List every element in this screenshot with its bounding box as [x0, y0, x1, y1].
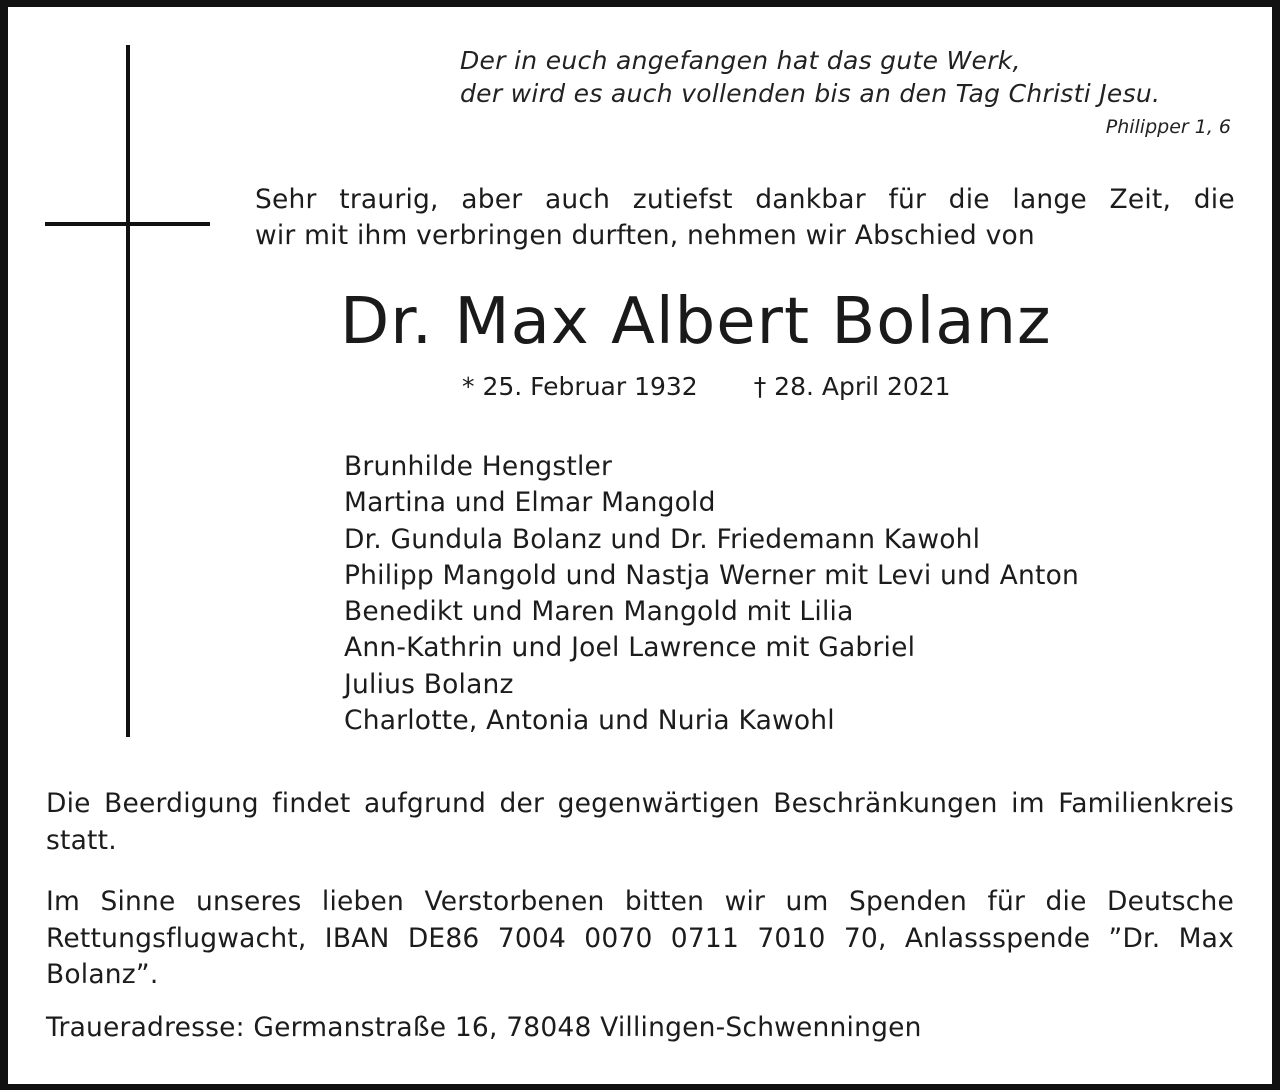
intro-word: auch	[544, 184, 611, 215]
mourner-entry: Benedikt und Maren Mangold mit Lilia	[344, 596, 854, 628]
intro-line	[255, 182, 1235, 218]
deceased-name: Dr. Max Albert Bolanz	[340, 285, 1052, 359]
life-dates	[462, 369, 951, 405]
mourner-entry: Brunhilde Hengstler	[344, 451, 613, 482]
intro-line: wir mit ihm verbringen durften, nehmen wir Abschied von	[255, 220, 1035, 251]
mourner-entry: Charlotte, Antonia und Nuria Kawohl	[344, 705, 835, 737]
bible-quote-line: der wird es auch vollenden bis an den Tag Christi Jesu.	[460, 79, 1161, 108]
intro-word: traurig,	[339, 184, 439, 215]
intro-word: Sehr	[255, 184, 317, 215]
intro-word: die	[1193, 184, 1235, 215]
intro-word: lange	[1012, 184, 1087, 215]
mourner-entry: Julius Bolanz	[344, 668, 514, 700]
intro-word: zutiefst	[632, 184, 733, 215]
mourner-entry: Dr. Gundula Bolanz und Dr. Friedemann Kawohl	[344, 523, 981, 555]
intro-word: Zeit,	[1109, 184, 1172, 215]
mourner-list	[344, 449, 1079, 739]
bible-quote-source: Philipper 1, 6	[1105, 116, 1231, 138]
intro-word: für	[888, 184, 927, 215]
cross-icon-vertical-bar	[126, 45, 130, 737]
birth-date: * 25. Februar 1932	[462, 372, 698, 401]
intro-text	[255, 182, 1235, 254]
mourner-entry: Ann-Kathrin und Joel Lawrence mit Gabriel	[344, 632, 916, 664]
bible-quote-line: Der in euch angefangen hat das gute Werk,	[460, 46, 1021, 75]
donation-notice: Im Sinne unseres lieben Verstorbenen bitten wir um Spenden für die Deutsche Rettungsflugwacht, IBAN DE86 7004 0070 0711 7010 70, Anlassspende ”Dr. Max Bolanz”.	[46, 886, 1234, 990]
mourner-entry: Martina und Elmar Mangold	[344, 487, 716, 519]
cross-icon-horizontal-bar	[45, 222, 210, 226]
bible-quote	[460, 44, 1250, 110]
death-date: † 28. April 2021	[753, 372, 951, 401]
burial-notice: Die Beerdigung findet aufgrund der gegenwärtigen Beschränkungen im Familienkreis statt.	[46, 788, 1234, 856]
intro-word: aber	[461, 184, 523, 215]
intro-word: die	[948, 184, 990, 215]
mourning-address: Traueradresse: Germanstraße 16, 78048 Villingen-Schwenningen	[46, 1012, 922, 1043]
mourner-entry: Philipp Mangold und Nastja Werner mit Levi und Anton	[344, 559, 1080, 591]
intro-word: dankbar	[755, 184, 866, 215]
